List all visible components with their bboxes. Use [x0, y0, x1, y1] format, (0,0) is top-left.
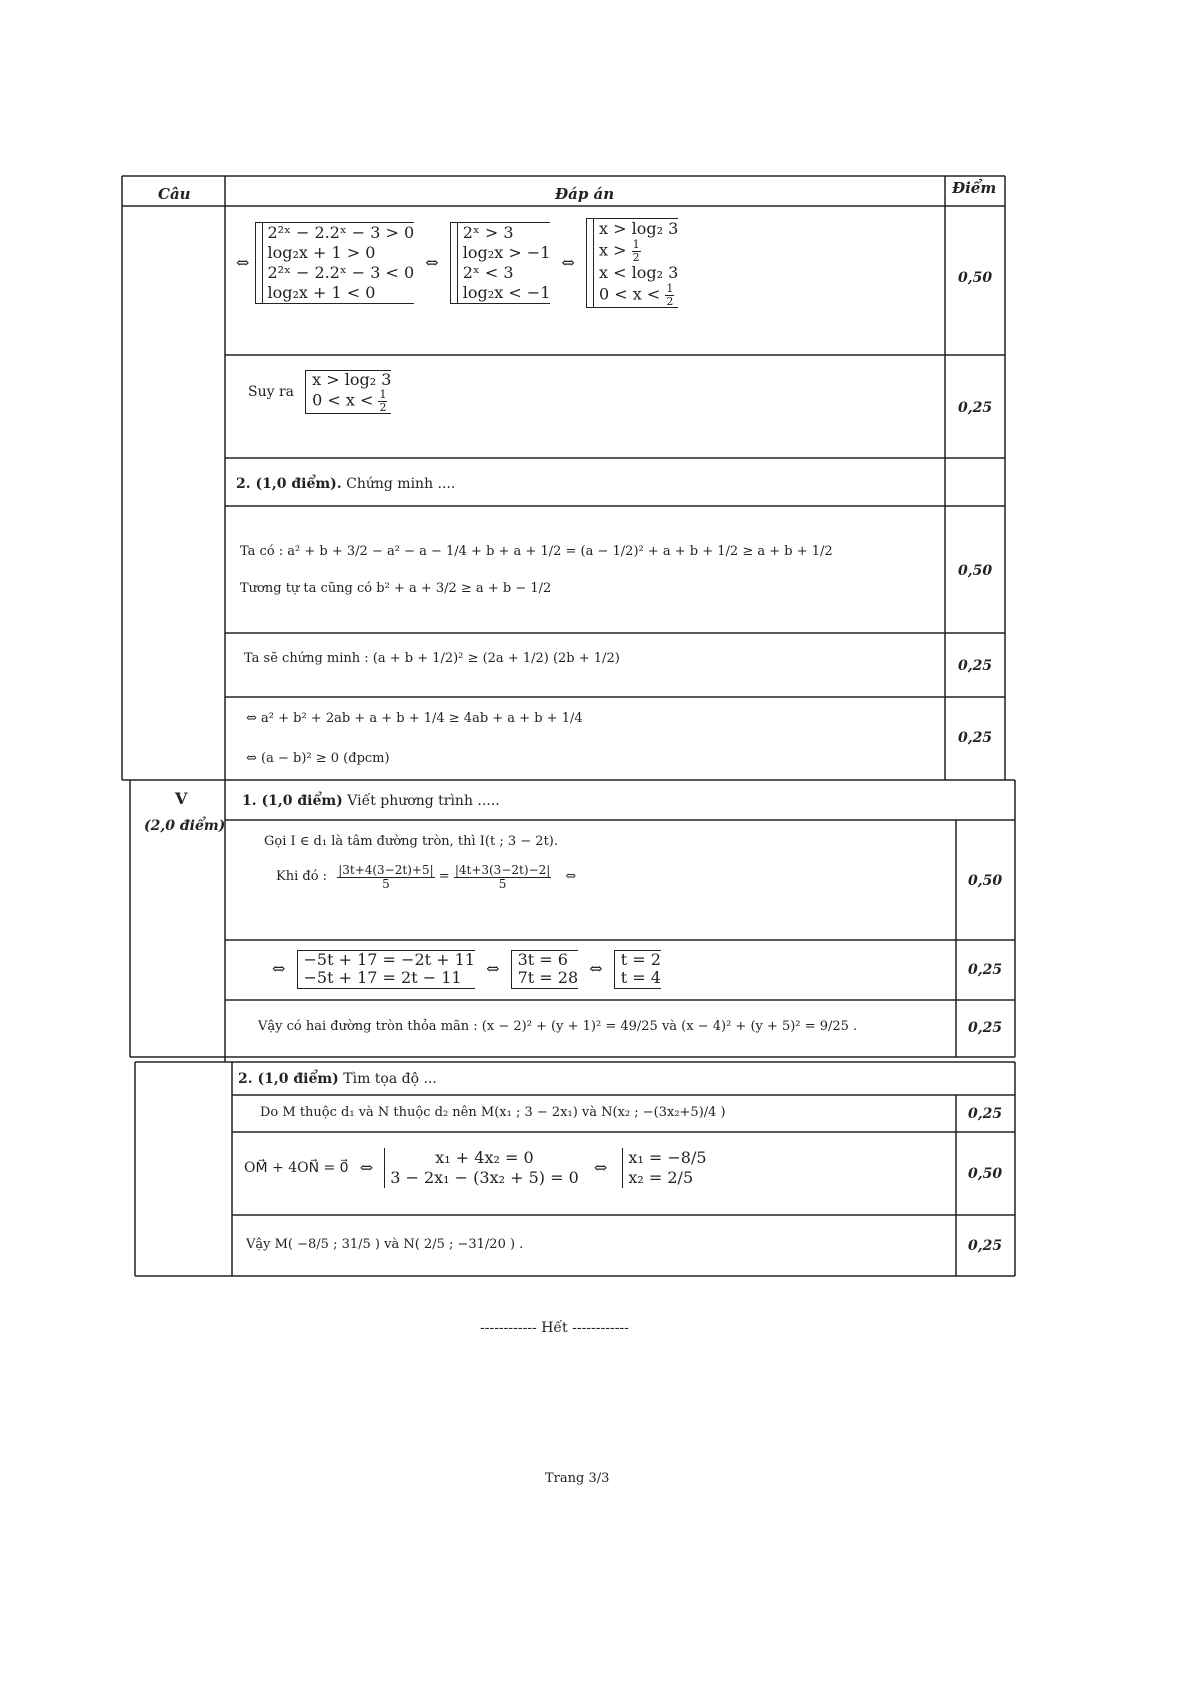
row13-content: OM⃗ + 4ON⃗ = 0⃗ ⇔ x₁ + 4x₂ = 0 3 − 2x₁ − (3x₂ + 5) = 0 ⇔ x₁ = −8/5 x₂ = 2/5 — [244, 1148, 707, 1187]
row8-score: 0,50 — [968, 873, 1003, 889]
row2-score: 0,25 — [958, 400, 993, 416]
row11-heading: 2. (1,0 điểm) Tìm tọa độ ... — [238, 1071, 437, 1087]
row8-line2: Khi đó : $\frac{|3t+4(3-2t)+5|}{5}$ = $\frac{|4t+3(3-2t)-2|}{5}$ ⇔ — [276, 863, 577, 891]
row4-score: 0,50 — [958, 563, 993, 579]
row3-heading: 2. (1,0 điểm). Chứng minh .... — [236, 476, 456, 492]
row10-score: 0,25 — [968, 1020, 1003, 1036]
section-points: (2,0 điểm) — [144, 818, 226, 834]
row1-score: 0,50 — [958, 270, 993, 286]
row14-line: Vậy M( −8/5 ; 31/5 ) và N( 2/5 ; −31/20 ) . — [246, 1237, 524, 1252]
row5-score: 0,25 — [958, 658, 993, 674]
header-diem: Điểm — [952, 179, 997, 197]
row1-content: ⇔ 2²ˣ − 2.2ˣ − 3 > 0 log₂x + 1 > 0 2²ˣ − 2.2ˣ − 3 < 0 log₂x + 1 < 0 ⇔ 2ˣ > 3 log₂x > −1 2ˣ < 3 log₂x < −1 ⇔ x > log₂ 3 x > $\frac{1}{2}$ x < log₂ 3 0 < x < $\frac{1}{2}$ — [236, 219, 679, 308]
row6-line2: ⇔ (a − b)² ≥ 0 (đpcm) — [246, 751, 390, 766]
row14-score: 0,25 — [968, 1238, 1003, 1254]
row12-score: 0,25 — [968, 1106, 1003, 1122]
row8-line1: Gọi I ∈ d₁ là tâm đường tròn, thì I(t ; 3 − 2t). — [264, 834, 559, 849]
row2-content: Suy ra x > log₂ 3 0 < x < $\frac{1}{2}$ — [248, 370, 392, 414]
row7-heading: 1. (1,0 điểm) Viết phương trình ..... — [242, 793, 500, 809]
row6-line1: ⇔ a² + b² + 2ab + a + b + 1/4 ≥ 4ab + a + b + 1/4 — [246, 711, 583, 726]
row5-line: Ta sẽ chứng minh : (a + b + 1/2)² ≥ (2a + 1/2) (2b + 1/2) — [244, 651, 620, 666]
section-number: V — [175, 789, 188, 808]
row9-score: 0,25 — [968, 962, 1003, 978]
page-number: Trang 3/3 — [545, 1471, 610, 1486]
header-cau: Câu — [158, 185, 191, 203]
row6-score: 0,25 — [958, 730, 993, 746]
row10-line: Vậy có hai đường tròn thỏa mãn : (x − 2)² + (y + 1)² = 49/25 và (x − 4)² + (y + 5)² = 9/25 . — [258, 1019, 858, 1034]
row13-score: 0,50 — [968, 1166, 1003, 1182]
row9-content: ⇔ −5t + 17 = −2t + 11 −5t + 17 = 2t − 11 ⇔ 3t = 6 7t = 28 ⇔ t = 2 t = 4 — [272, 950, 661, 988]
end-marker: ------------ Hết ------------ — [480, 1320, 629, 1336]
row4-line1: Ta có : a² + b + 3/2 − a² − a − 1/4 + b + a + 1/2 = (a − 1/2)² + a + b + 1/2 ≥ a + b + 1/2 — [240, 544, 833, 559]
row12-line: Do M thuộc d₁ và N thuộc d₂ nên M(x₁ ; 3 − 2x₁) và N(x₂ ; −(3x₂+5)/4 ) — [260, 1105, 726, 1120]
row4-line2: Tương tự ta cũng có b² + a + 3/2 ≥ a + b − 1/2 — [240, 581, 552, 596]
header-dap-an: Đáp án — [555, 185, 615, 203]
